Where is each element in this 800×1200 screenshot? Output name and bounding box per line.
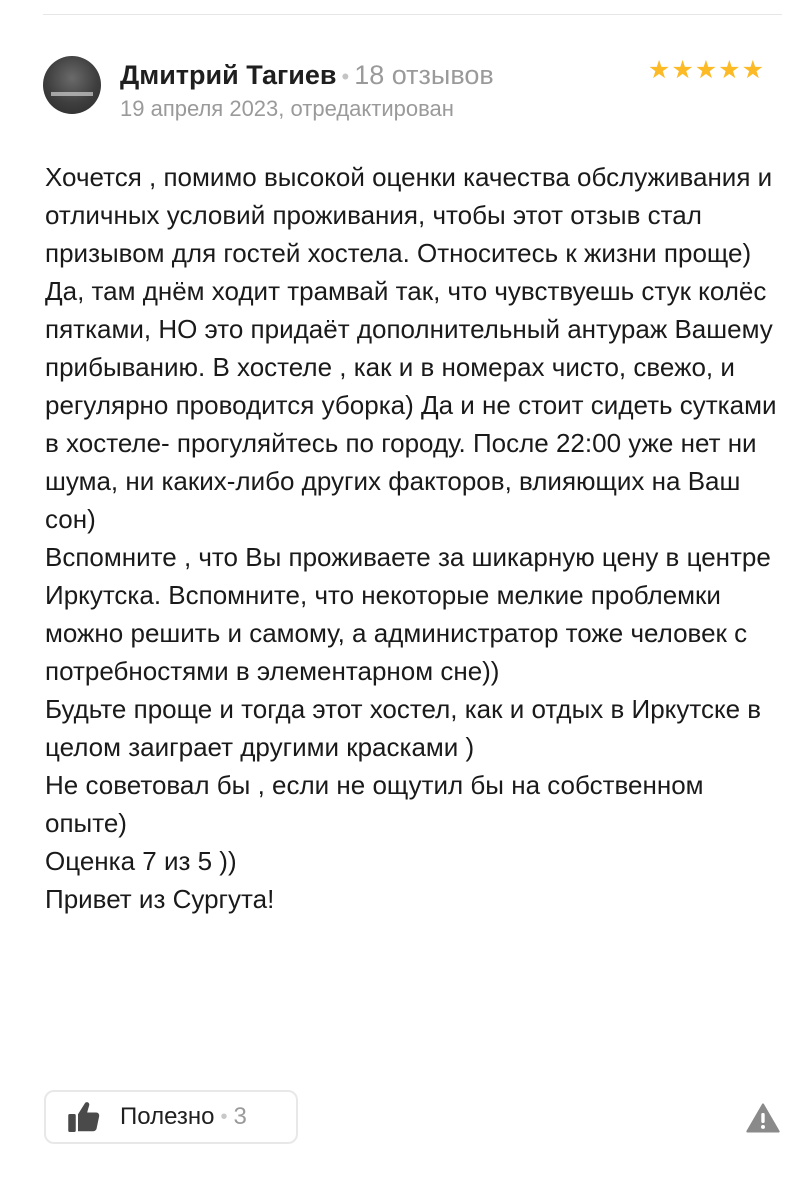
helpful-button[interactable] (44, 1090, 298, 1144)
avatar[interactable] (43, 56, 101, 114)
review-paragraph: Оценка 7 из 5 )) (45, 846, 237, 876)
helpful-count: 3 (233, 1103, 247, 1130)
helpful-label: Полезно (120, 1103, 215, 1130)
star-icon: ★ (671, 55, 694, 84)
star-icon: ★ (694, 55, 718, 84)
star-icon: ★ (718, 55, 741, 84)
thumbs-up-icon (66, 1099, 102, 1135)
review-paragraph: Вспомните , что Вы проживаете за шикарную цену в центре Иркутска. Вспомните, что некоторые мелкие проблемки можно решить и самому, а администратор тоже человек с потребностями в элементарном сне)) (45, 542, 771, 686)
review-paragraph: Будьте проще и тогда этот хостел, как и отдых в Иркутске в целом заиграет другими красками ) (45, 694, 762, 762)
divider (43, 14, 782, 15)
star-icon: ★ (741, 55, 764, 84)
separator-dot: • (341, 64, 350, 89)
review-date: 19 апреля 2023, отредактирован (120, 96, 454, 121)
avatar-image-detail (51, 92, 93, 96)
author-line (120, 58, 494, 94)
review-paragraph: Хочется , помимо высокой оценки качества обслуживания и отличных условий проживания, чтобы этот отзыв стал призывом для гостей хостела. Относитесь к жизни проще) Да, там днём ходит трамвай так, что чувствуешь стук колёс пятками, НО это придаёт дополнительный антураж Вашему прибыванию. В хостеле , как и в номерах чисто, свежо, и регулярно проводится уборка) Да и не стоит сидеть сутками в хостеле- прогуляйтесь по городу. После 22:00 уже нет ни шума, ни каких-либо других факторов, влияющих на Ваш сон) (45, 162, 777, 534)
author-reviews-count[interactable]: 18 отзывов (354, 60, 494, 90)
review-text (45, 158, 780, 918)
rating-stars (648, 56, 764, 84)
author-name[interactable]: Дмитрий Тагиев (120, 60, 337, 90)
warning-icon[interactable] (746, 1102, 780, 1134)
review-paragraph: Не советовал бы , если не ощутил бы на собственном опыте) (45, 770, 704, 838)
star-icon: ★ (647, 55, 671, 84)
review-paragraph: Привет из Сургута! (45, 884, 275, 914)
separator-dot: • (220, 1105, 228, 1128)
